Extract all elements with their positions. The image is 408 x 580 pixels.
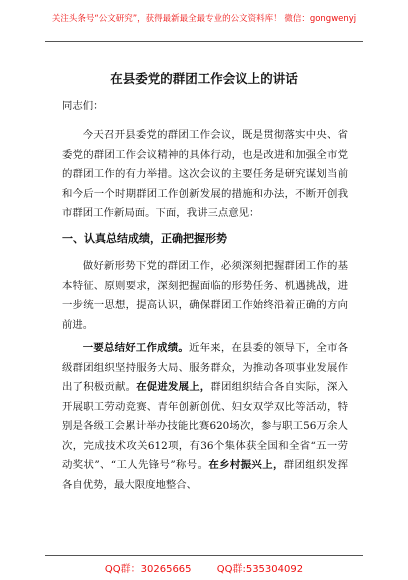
document-title: 在县委党的群团工作会议上的讲话 [110, 71, 298, 86]
achievements-text-c: 群团组织发挥各自优势，最大限度地整合、 [62, 459, 348, 491]
greeting: 同志们： [62, 100, 104, 112]
paragraph-achievements [62, 339, 348, 495]
footer [0, 560, 408, 575]
qq-group-1: QQ群：30265665 [104, 564, 192, 575]
emphasis-rural: 在乡村振兴上， [208, 459, 284, 471]
emphasis-summarize: 一要总结好工作成绩。 [82, 342, 189, 354]
footer-divider [45, 555, 363, 556]
paragraph-situation: 做好新形势下党的群团工作，必须深刻把握群团工作的基本特征、原则要求，深刻把握面临的形势任务、机遇挑战，进一步统一思想，提高认识，确保群团工作始终沿着正确的方向前进。 [62, 260, 348, 331]
paragraph-intro: 今天召开县委党的群团工作会议，既是贯彻落实中央、省委党的群团工作会议精神的具体行动，也是改进和加强全市党的群团工作的有力举措。这次会议的主要任务是研究谋划当前和今后一个时期群团工作创新发展的措施和办法，不断开创我市群团工作新局面。下面，我讲三点意见： [62, 129, 348, 219]
achievements-text-a: 近年来，在县委的领导下，全市各级群团组织坚持服务大局、服务群众，为推动各项事业发展作出了积极贡献。 [62, 342, 348, 393]
section-heading-1: 一、认真总结成绩，正确把握形势 [62, 232, 227, 245]
achievements-text-b: 群团组织结合各自实际，深入开展职工劳动竞赛、青年创新创优、妇女双学双比等活动，特别是各级工会累计举办技能比赛620场次，参与职工56万余人次，完成技术攻关612项，有36个集体获全国和全省“五一劳动奖状”、“工人先锋号”称号。 [62, 381, 348, 471]
qq-group-2: QQ群:535304092 [216, 564, 304, 575]
emphasis-development: 在促进发展上， [136, 381, 211, 393]
header-banner: 关注头条号“公文研究”，获得最新最全最专业的公文资料库！ 微信：gongwenyj [51, 14, 357, 24]
header-divider [45, 41, 363, 42]
